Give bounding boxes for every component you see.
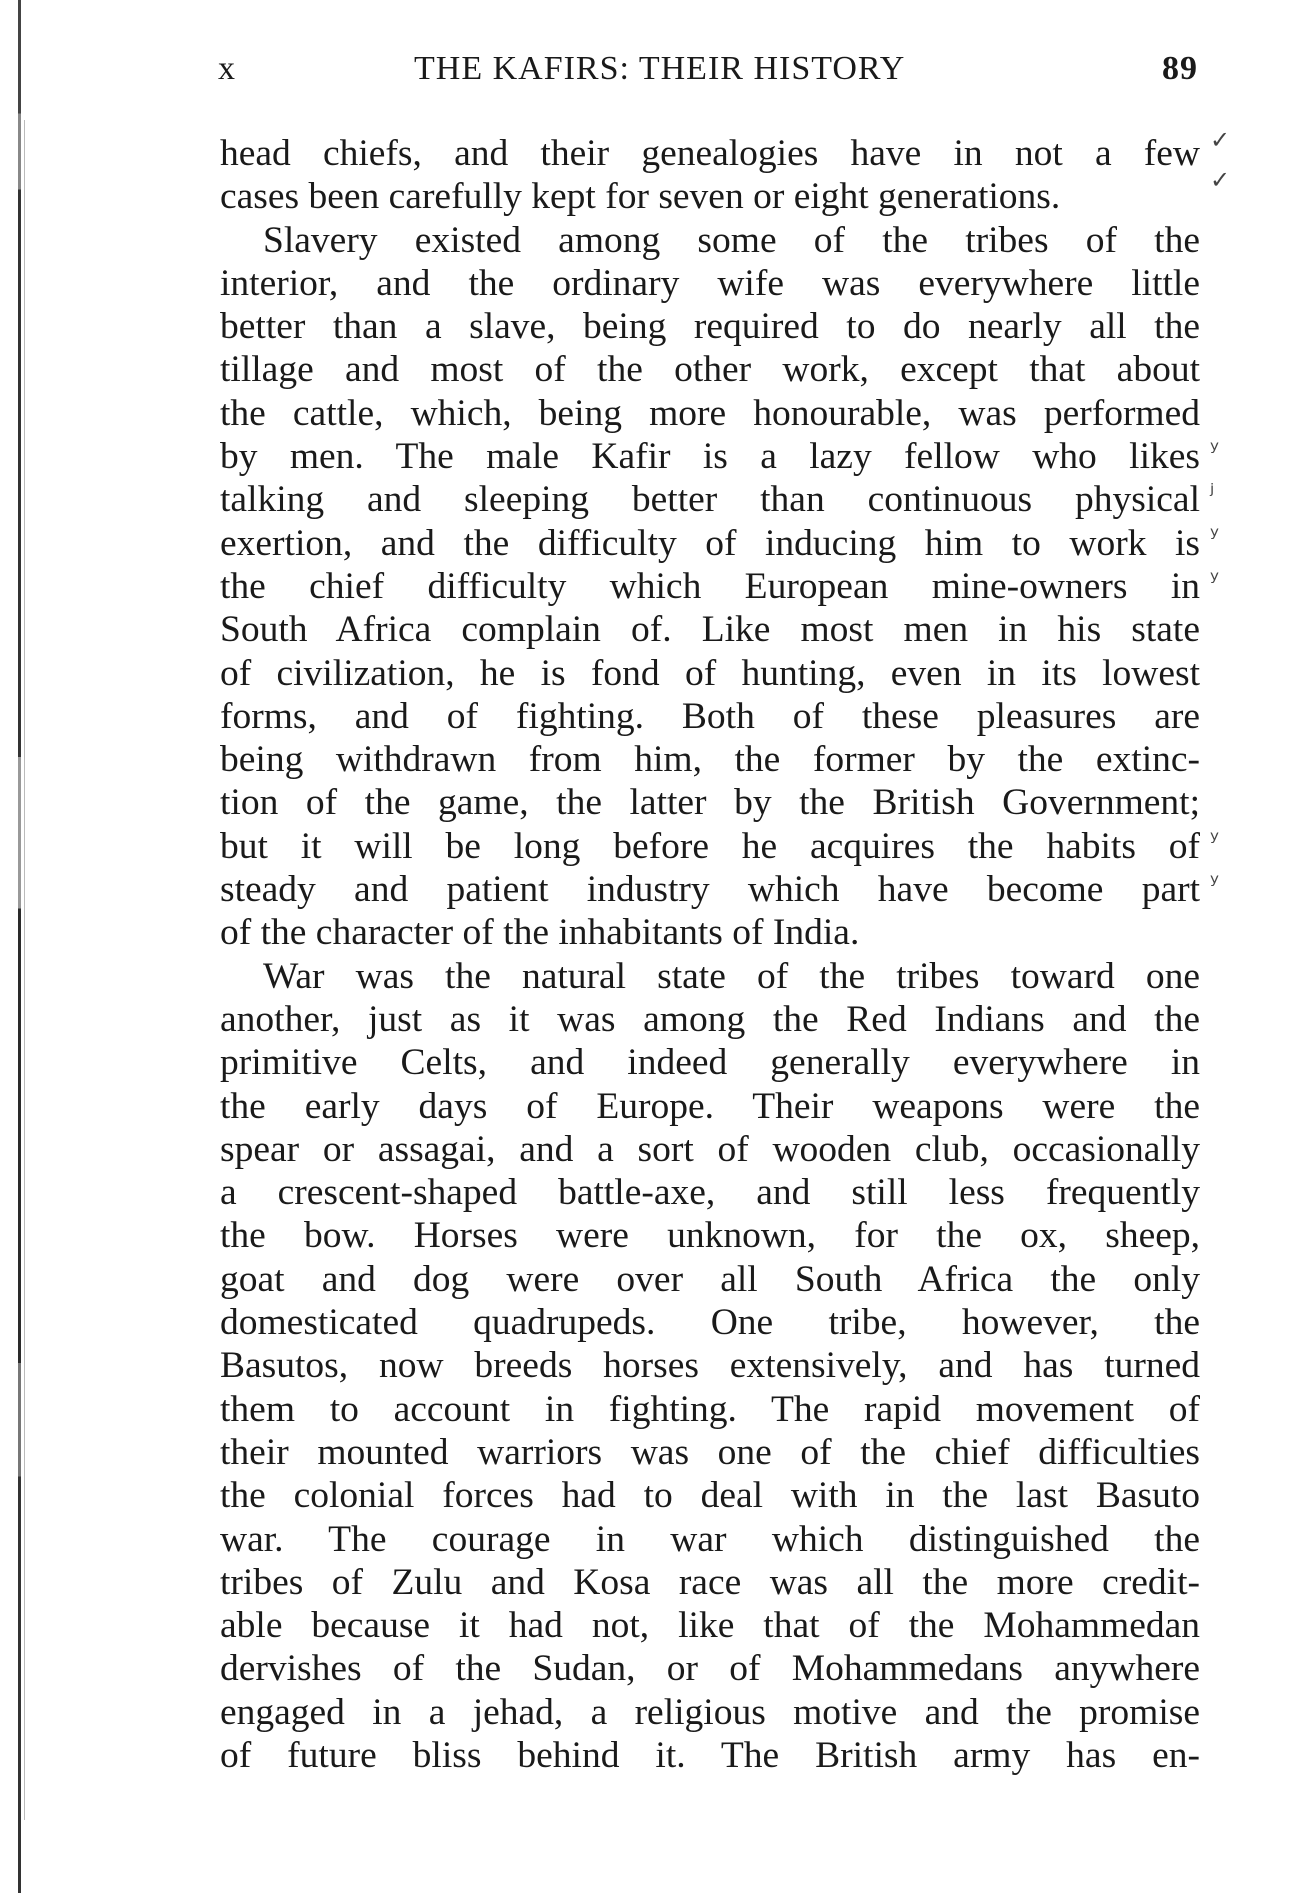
text-line: primitive Celts, and indeed generally everywhere in bbox=[220, 1042, 1200, 1084]
text-line: the chief difficulty which European mine-owners in bbox=[220, 565, 1200, 607]
handwritten-tick-mark: ʸ bbox=[1210, 566, 1219, 594]
text-line: tillage and most of the other work, except that about bbox=[220, 349, 1200, 391]
text-line: their mounted warriors was one of the chief difficulties bbox=[220, 1431, 1200, 1473]
text-line: interior, and the ordinary wife was everywhere little bbox=[220, 262, 1200, 304]
body-text bbox=[220, 132, 1200, 1777]
text-line: the early days of Europe. Their weapons were the bbox=[220, 1085, 1200, 1127]
text-line: war. The courage in war which distinguished the bbox=[220, 1518, 1200, 1560]
text-line: the colonial forces had to deal with in the last Basuto bbox=[220, 1475, 1200, 1517]
text-line: Basutos, now breeds horses extensively, and has turned bbox=[220, 1345, 1200, 1387]
handwritten-check-mark: ✓ bbox=[1210, 126, 1231, 154]
text-line: being withdrawn from him, the former by the extinc- bbox=[220, 739, 1200, 781]
handwritten-check-mark: ✓ bbox=[1210, 166, 1231, 194]
text-line: of the character of the inhabitants of India. bbox=[220, 912, 860, 954]
handwritten-tick-mark: ʸ bbox=[1210, 522, 1219, 550]
handwritten-tick-mark: ʸ bbox=[1210, 869, 1219, 897]
handwritten-tick-mark: ʸ bbox=[1210, 826, 1219, 854]
text-line: another, just as it was among the Red Indians and the bbox=[220, 998, 1200, 1040]
text-line: tion of the game, the latter by the British Government; bbox=[220, 782, 1200, 824]
text-line: cases been carefully kept for seven or eight generations. bbox=[220, 176, 1061, 218]
text-line: the bow. Horses were unknown, for the ox, sheep, bbox=[220, 1215, 1200, 1257]
page-number: 89 bbox=[1162, 50, 1198, 87]
text-line: by men. The male Kafir is a lazy fellow who likes bbox=[220, 436, 1200, 478]
page-binding-edge bbox=[18, 0, 21, 1893]
running-header bbox=[218, 50, 1198, 94]
chapter-number: x bbox=[218, 50, 236, 87]
running-title: THE KAFIRS: THEIR HISTORY bbox=[414, 50, 906, 87]
text-line: dervishes of the Sudan, or of Mohammedans anywhere bbox=[220, 1648, 1200, 1690]
text-line: better than a slave, being required to do nearly all the bbox=[220, 306, 1200, 348]
text-line: South Africa complain of. Like most men in his state bbox=[220, 609, 1200, 651]
text-line: exertion, and the difficulty of inducing him to work is bbox=[220, 522, 1200, 564]
text-line: talking and sleeping better than continuous physical bbox=[220, 479, 1200, 521]
handwritten-tick-mark: ʸ bbox=[1210, 436, 1219, 464]
text-line: engaged in a jehad, a religious motive and the promise bbox=[220, 1691, 1200, 1733]
handwritten-tick-mark: ʲ bbox=[1210, 479, 1215, 507]
text-line: a crescent-shaped battle-axe, and still less frequently bbox=[220, 1172, 1200, 1214]
text-line: them to account in fighting. The rapid movement of bbox=[220, 1388, 1200, 1430]
text-line: domesticated quadrupeds. One tribe, however, the bbox=[220, 1302, 1200, 1344]
text-line: the cattle, which, being more honourable, was performed bbox=[220, 392, 1200, 434]
text-line: Slavery existed among some of the tribes of the bbox=[263, 219, 1200, 261]
text-line: able because it had not, like that of the Mohammedan bbox=[220, 1605, 1200, 1647]
text-line: goat and dog were over all South Africa the only bbox=[220, 1258, 1200, 1300]
text-line: forms, and of fighting. Both of these pleasures are bbox=[220, 695, 1200, 737]
text-line: spear or assagai, and a sort of wooden club, occasionally bbox=[220, 1128, 1200, 1170]
text-line: but it will be long before he acquires the habits of bbox=[220, 825, 1200, 867]
text-line: tribes of Zulu and Kosa race was all the more credit- bbox=[220, 1561, 1200, 1603]
text-line: of future bliss behind it. The British army has en- bbox=[220, 1734, 1200, 1776]
text-line: head chiefs, and their genealogies have in not a few bbox=[220, 133, 1200, 174]
text-line: steady and patient industry which have become part bbox=[220, 869, 1200, 911]
text-line: War was the natural state of the tribes toward one bbox=[263, 955, 1200, 997]
page-binding-shadow bbox=[24, 120, 25, 1820]
text-line: of civilization, he is fond of hunting, even in its lowest bbox=[220, 652, 1200, 694]
